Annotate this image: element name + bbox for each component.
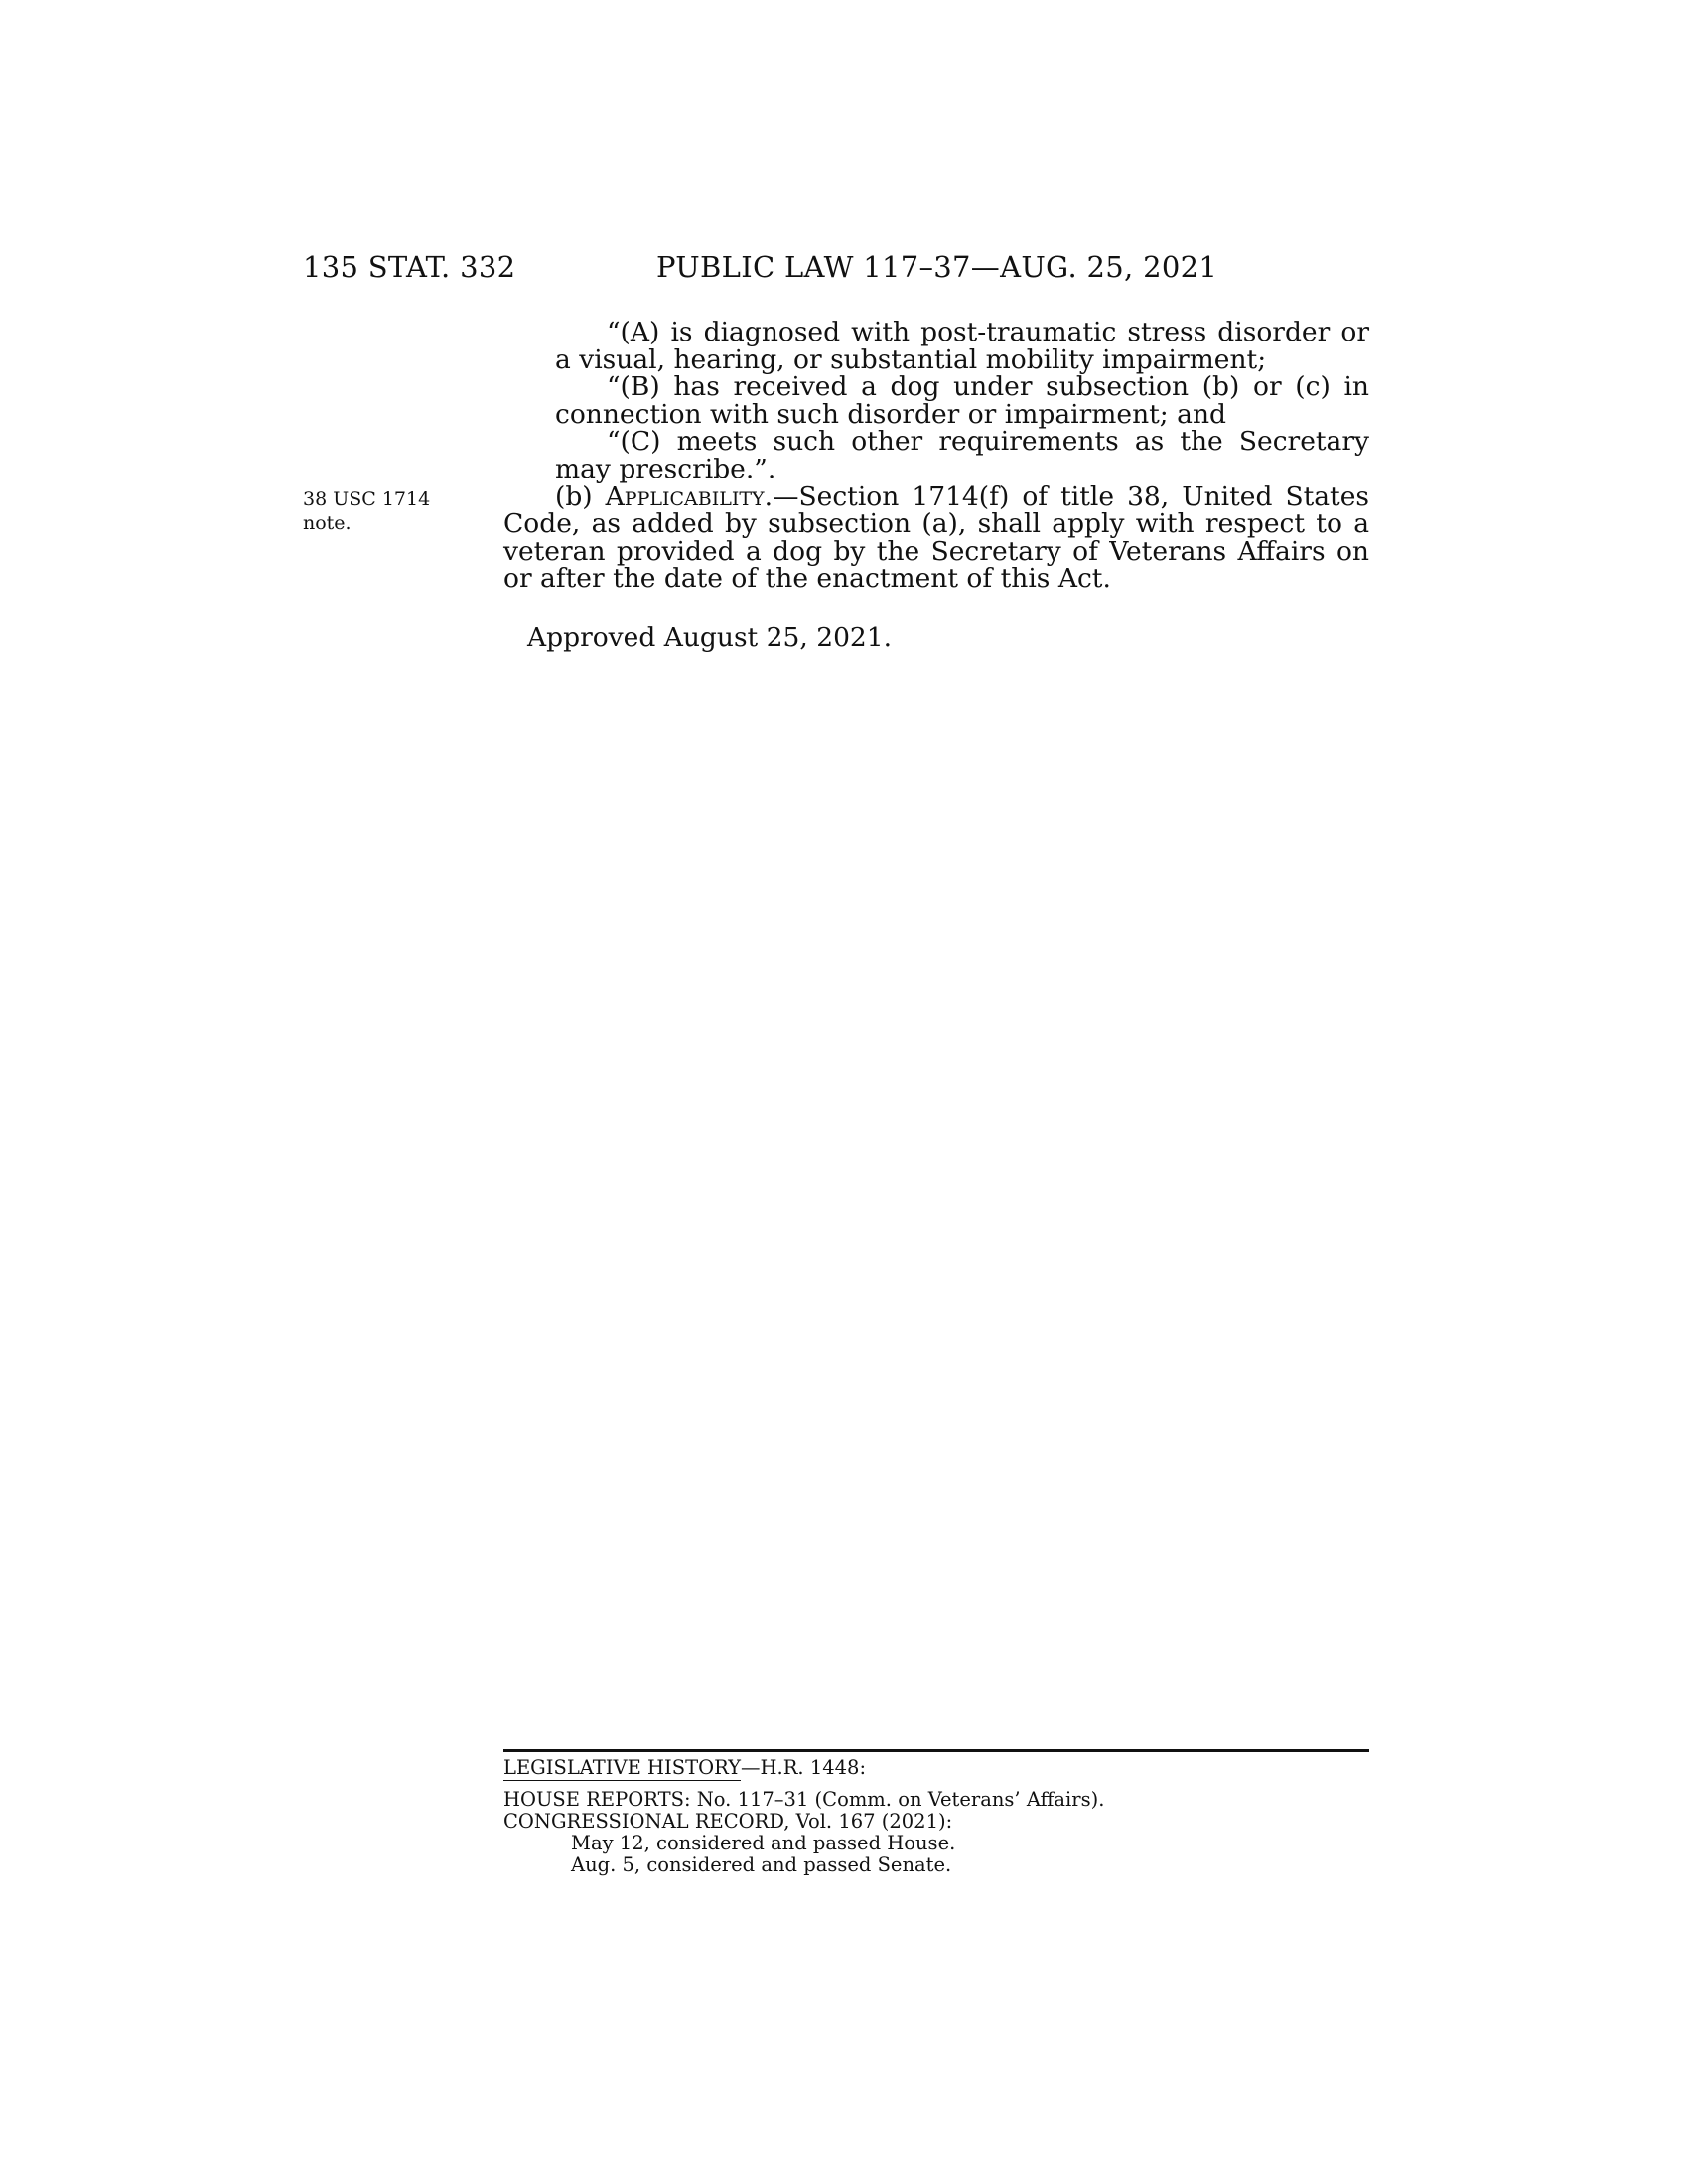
legislative-history [503, 1749, 1369, 1876]
approval-date: Approved August 25, 2021. [527, 622, 893, 653]
history-entry-house: May 12, considered and passed House. [571, 1832, 956, 1854]
margin-note-citation: 38 USC 1714 [303, 488, 431, 510]
history-rule [503, 1749, 1369, 1752]
item-c: “(C) meets such other requirements as the Secretary may prescribe.”. [555, 426, 1369, 484]
running-head: PUBLIC LAW 117–37—AUG. 25, 2021 [656, 250, 1218, 284]
history-heading-line [503, 1757, 1369, 1781]
section-b-text: .—Section 1714(f) of title 38, United States Code, as added by subsection (a), shall apply with respect to a veteran provided a dog by the Secretary of Veterans Affairs on or after the date of the enactment of this Act. [503, 480, 1369, 595]
item-a: “(A) is diagnosed with post-traumatic stress disorder or a visual, hearing, or substantial mobility impairment; [555, 317, 1369, 375]
section-b-heading: Applicability [605, 480, 765, 512]
history-bill: —H.R. 1448: [741, 1756, 867, 1779]
history-entry-senate: Aug. 5, considered and passed Senate. [571, 1853, 952, 1876]
house-reports: HOUSE REPORTS: No. 117–31 (Comm. on Veterans’ Affairs). [503, 1788, 1105, 1811]
margin-note [303, 487, 442, 535]
history-heading: LEGISLATIVE HISTORY [503, 1756, 742, 1779]
congressional-record: CONGRESSIONAL RECORD, Vol. 167 (2021): [503, 1810, 953, 1833]
section-b-label: (b) [555, 480, 606, 512]
section-b [503, 480, 1369, 595]
page-number: 135 STAT. 332 [303, 250, 516, 284]
statute-body [503, 319, 1369, 593]
margin-note-suffix: note. [303, 512, 352, 534]
item-b: “(B) has received a dog under subsection (b) or (c) in connection with such disorder or impairment; and [555, 371, 1369, 430]
